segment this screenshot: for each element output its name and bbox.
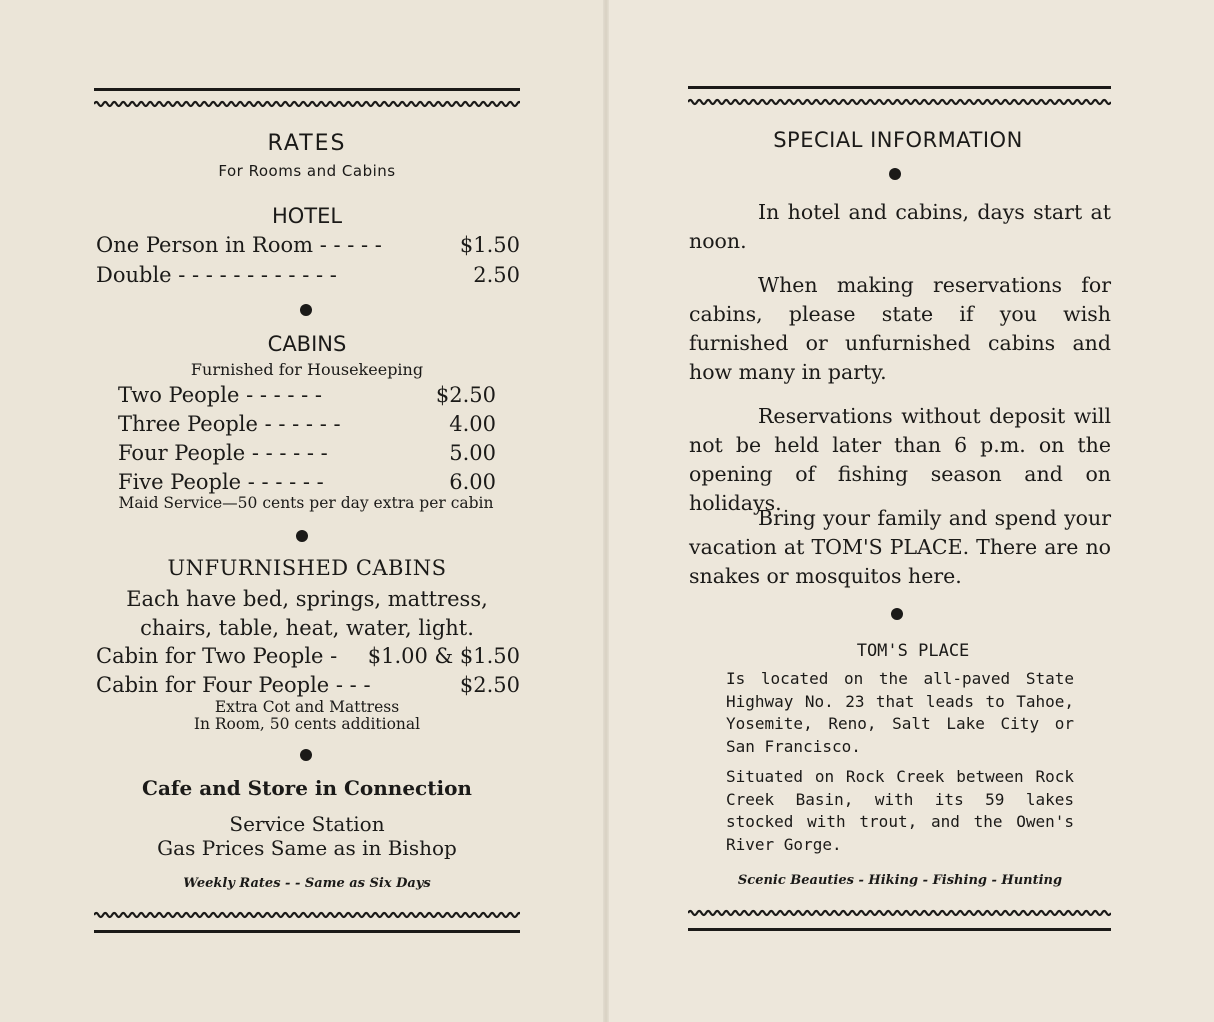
cabins-subtitle: Furnished for Housekeeping [190,360,424,379]
gas-prices-line: Gas Prices Same as in Bishop [157,836,457,860]
rates-title: RATES [267,131,347,156]
cabins-title: CABINS [267,332,347,356]
cabins-row-price: 6.00 [449,470,496,494]
bullet-dot-icon [889,168,901,180]
unfurnished-row [96,673,520,697]
bullet-dot-icon [891,608,903,620]
top-border-rule-right [688,86,1111,108]
page-fold [603,0,609,1022]
toms-place-situated: Situated on Rock Creek between Rock Creek Basin, with its 59 lakes stocked with trout, and the Owen's River Gorge. [726,767,1074,854]
toms-place-title: TOM'S PLACE [856,641,970,661]
bottom-border-rule-left [94,911,520,935]
bullet-dot-icon [296,530,308,542]
cabins-row-label: Four People - - - - - - [118,441,328,465]
info-paragraph-deposit: Reservations without deposit will not be held later than 6 p.m. on the opening of fishing season and on holidays. [689,404,1111,515]
cafe-store-line: Cafe and Store in Connection [142,776,472,800]
hotel-title: HOTEL [271,204,343,228]
cabins-row-price: $2.50 [435,383,496,407]
cabins-row-price: 4.00 [449,412,496,436]
hotel-row-label: One Person in Room - - - - - [96,233,382,257]
unfurnished-row-price: $1.00 & $1.50 [367,644,520,668]
unfurnished-title: UNFURNISHED CABINS [167,556,447,580]
hotel-row-price: $1.50 [459,233,520,257]
hotel-row-price: 2.50 [473,263,520,287]
service-station-line: Service Station [229,812,385,836]
weekly-rates-line: Weekly Rates - - Same as Six Days [183,876,431,891]
bottom-border-rule-right [688,909,1111,933]
maid-service-note: Maid Service—50 cents per day extra per cabin [118,494,494,512]
unfurnished-row [96,644,520,668]
cabins-row [118,412,496,436]
unfurnished-row-label: Cabin for Four People - - - [96,673,371,697]
cabins-row [118,383,496,407]
bullet-dot-icon [300,749,312,761]
info-paragraph-reservations: When making reservations for cabins, please state if you wish furnished or unfurnished cabins and how many in party. [689,273,1111,384]
hotel-row-label: Double - - - - - - - - - - - - [96,263,337,287]
rates-subtitle: For Rooms and Cabins [218,162,396,180]
bullet-dot-icon [300,304,312,316]
cabins-row-label: Three People - - - - - - [118,412,341,436]
extra-cot-line: Extra Cot and Mattress [214,698,400,716]
info-paragraph-family: Bring your family and spend your vacation at TOM'S PLACE. There are no snakes or mosquitos here. [689,506,1111,588]
special-info-title: SPECIAL INFORMATION [773,128,1023,152]
info-paragraph-days: In hotel and cabins, days start at noon. [689,200,1111,253]
unfurnished-line-1: Each have bed, springs, mattress, [126,587,488,611]
unfurnished-row-price: $2.50 [459,673,520,697]
top-border-rule-left [94,88,520,110]
cabins-row-label: Two People - - - - - - [118,383,323,407]
unfurnished-row-label: Cabin for Two People - [96,644,338,668]
toms-place-location: Is located on the all-paved State Highway No. 23 that leads to Tahoe, Yosemite, Reno, Salt Lake City or San Francisco. [726,669,1074,756]
cabins-row [118,441,496,465]
cabins-row-price: 5.00 [449,441,496,465]
unfurnished-line-2: chairs, table, heat, water, light. [140,616,474,640]
activities-footer: Scenic Beauties - Hiking - Fishing - Hunting [737,873,1063,888]
cabins-row [118,470,496,494]
extra-cot-price-line: In Room, 50 cents additional [193,715,421,733]
hotel-row-double [96,263,520,287]
cabins-row-label: Five People - - - - - - [118,470,324,494]
hotel-row-single [96,233,520,257]
